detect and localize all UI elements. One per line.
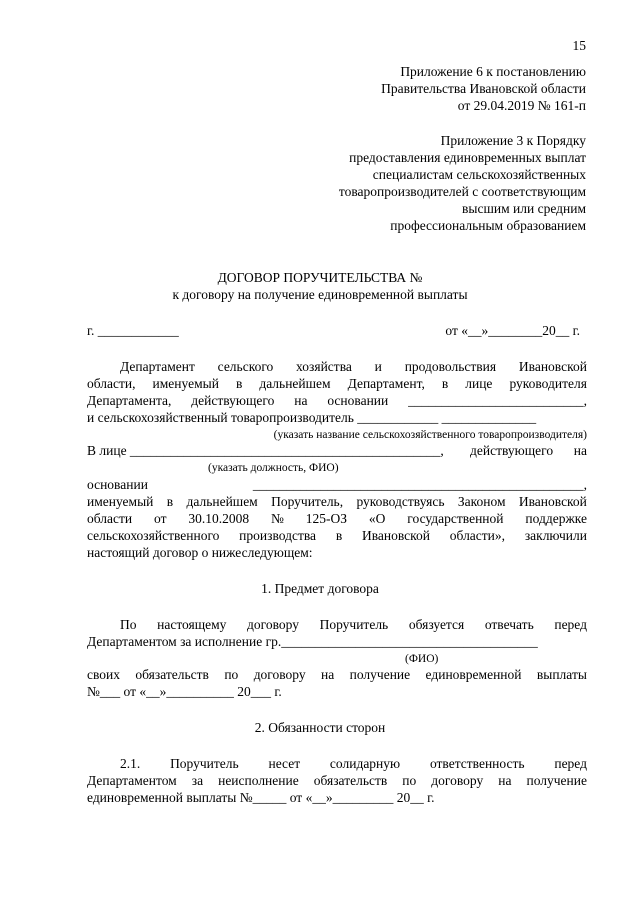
word: области», [449, 528, 506, 543]
word: № [271, 511, 284, 526]
word: перед [554, 617, 587, 632]
appendix-6-line: от 29.04.2019 № 161-п [457, 98, 586, 113]
date-field: от «__»________20__ г. [445, 323, 580, 338]
word: заключили [524, 528, 587, 543]
preamble-line-6-left: основании [87, 477, 148, 492]
word: обязательств [135, 667, 209, 682]
word: отвечать [484, 617, 534, 632]
city-field: г. ____________ [87, 323, 179, 338]
word: области, [87, 376, 136, 391]
word: Департамент [120, 359, 195, 374]
word: на [573, 443, 587, 458]
section-1-line-2: Департаментом за исполнение гр.______________________________________ [87, 634, 538, 649]
word: Департаментом [87, 773, 177, 788]
page-number: 15 [572, 38, 586, 53]
word: сельскохозяйственного [87, 528, 220, 543]
section-2-heading: 2. Обязанности сторон [254, 720, 386, 735]
word: дальнейшем [186, 494, 258, 509]
preamble-line-7 [87, 494, 587, 510]
word: и [374, 359, 382, 374]
preamble-line-3 [87, 393, 587, 409]
word: «О [368, 511, 386, 526]
preamble-line-2 [87, 376, 587, 392]
preamble-line-5-left: В лице ______________________________________________, [87, 443, 444, 458]
word: за [191, 773, 204, 788]
appendix-3-line: специалистам сельскохозяйственных [372, 167, 586, 182]
word: несет [268, 756, 301, 771]
word: на [321, 667, 335, 682]
word: сельского [217, 359, 274, 374]
preamble-line-5-right [470, 443, 587, 459]
word: По [120, 617, 137, 632]
section-1-line-3 [87, 667, 587, 683]
appendix-6-line: Правительства Ивановской области [381, 81, 586, 96]
word: на [294, 393, 308, 408]
preamble-line-10: настоящий договор о нижеследующем: [87, 545, 313, 560]
word: 30.10.2008 [188, 511, 250, 526]
word: действующего [191, 393, 275, 408]
word: именуемый [152, 376, 219, 391]
section-2-line-1 [120, 756, 587, 772]
word: руководителя [509, 376, 587, 391]
section-2-line-2 [87, 773, 587, 789]
appendix-3-line: предоставления единовременных выплат [349, 150, 586, 165]
word: единовременной [425, 667, 522, 682]
appendix-3-line: товаропроизводителей с соответствующим [338, 184, 586, 199]
document-title: ДОГОВОР ПОРУЧИТЕЛЬСТВА № [217, 270, 423, 285]
section-1-heading: 1. Предмет договора [261, 581, 379, 596]
word: в [166, 494, 174, 509]
word: __________________________, [408, 393, 587, 408]
word: перед [554, 756, 587, 771]
hint-producer-name: (указать название сельскохозяйственного товаропроизводителя) [273, 429, 587, 441]
hint-position-name: (указать должность, ФИО) [208, 462, 339, 474]
word: лице [465, 376, 493, 391]
preamble-line-4: и сельскохозяйственный товаропроизводитель ____________ ______________ [87, 410, 537, 425]
word: Законом [457, 494, 506, 509]
word: Ивановской [518, 359, 587, 374]
word: выплаты [536, 667, 587, 682]
word: настоящему [157, 617, 227, 632]
document-subtitle: к договору на получение единовременной выплаты [172, 287, 468, 302]
word: Ивановской [518, 494, 587, 509]
word: неисполнение [218, 773, 299, 788]
word: Поручитель, [271, 494, 344, 509]
word: 125-ОЗ [305, 511, 348, 526]
appendix-3-line: Приложение 3 к Порядку [440, 133, 586, 148]
preamble-line-9 [87, 528, 587, 544]
word: от [154, 511, 167, 526]
word: поддержке [525, 511, 587, 526]
word: обязуется [408, 617, 465, 632]
word: продовольствия [404, 359, 497, 374]
word: договору [247, 617, 299, 632]
word: договору [431, 773, 484, 788]
word: в [441, 376, 449, 391]
word: по [402, 773, 417, 788]
word: основании [327, 393, 389, 408]
hint-fio: (ФИО) [405, 653, 439, 665]
word: руководствуясь [356, 494, 445, 509]
word: по [224, 667, 239, 682]
word: области [87, 511, 133, 526]
word: ответственность [429, 756, 525, 771]
word: в [235, 376, 243, 391]
word: своих [87, 667, 120, 682]
word: договору [253, 667, 306, 682]
preamble-line-6-right: _________________________________________________, [252, 477, 587, 492]
word: солидарную [329, 756, 401, 771]
word: дальнейшем [259, 376, 331, 391]
appendix-3-line: высшим или средним [462, 201, 586, 216]
word: Поручитель [170, 756, 239, 771]
word: хозяйства [296, 359, 352, 374]
word: Ивановской [361, 528, 431, 543]
preamble-line-8 [87, 511, 587, 527]
appendix-6-line: Приложение 6 к постановлению [400, 64, 586, 79]
word: в [335, 528, 343, 543]
word: Поручитель [319, 617, 389, 632]
preamble-line-1 [120, 359, 587, 375]
word: Департамента, [87, 393, 172, 408]
word: именуемый [87, 494, 154, 509]
word: получение [349, 667, 411, 682]
word: на [498, 773, 512, 788]
section-2-line-3: единовременной выплаты №_____ от «__»_________ 20__ г. [87, 790, 435, 805]
word: Департамент, [347, 376, 425, 391]
word: действующего [470, 443, 554, 458]
word: 2.1. [120, 756, 141, 771]
section-1-line-1 [120, 617, 587, 633]
section-1-line-4: №___ от «__»__________ 20___ г. [87, 684, 282, 699]
word: производства [239, 528, 317, 543]
word: обязательств [313, 773, 388, 788]
appendix-3-line: профессиональным образованием [390, 218, 586, 233]
word: государственной [407, 511, 504, 526]
word: получение [526, 773, 587, 788]
